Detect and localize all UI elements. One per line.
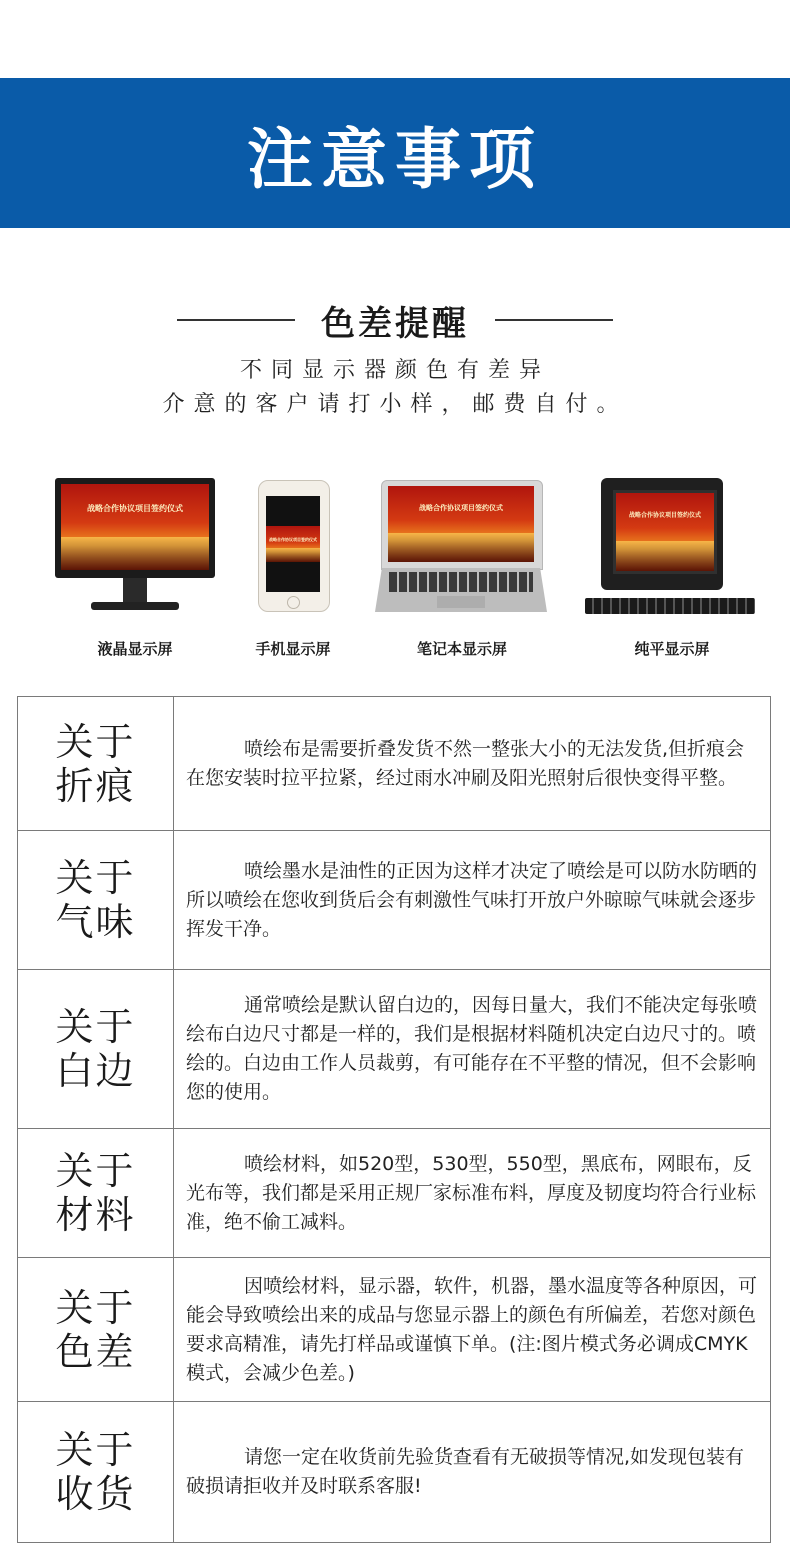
phone-icon <box>258 480 328 620</box>
section-title: 色差提醒 <box>321 303 469 344</box>
note-label <box>18 697 174 830</box>
note-label-line2: 收货 <box>55 1472 136 1516</box>
note-row-material <box>18 1129 770 1258</box>
note-label-line2: 材料 <box>55 1193 136 1237</box>
crt-monitor-icon <box>585 478 755 623</box>
note-text: 因喷绘材料，显示器，软件，机器，墨水温度等各种原因，可能会导致喷绘出来的成品与您显示器上的颜色有所偏差，若您对颜色要求高精准，请先打样品或谨慎下单。(注:图片模式务必调成CMYK模式，会减少色差。) <box>186 1274 758 1384</box>
note-label <box>18 970 174 1128</box>
laptop-screen-text: 战略合作协议项目签约仪式 <box>419 503 503 512</box>
note-label-line1: 关于 <box>55 719 136 764</box>
note-text: 喷绘布是需要折叠发货不然一整张大小的无法发货,但折痕会在您安装时拉平拉紧，经过雨水冲刷及阳光照射后很快变得平整。 <box>186 737 745 789</box>
lcd-screen-text: 战略合作协议项目签约仪式 <box>87 503 183 513</box>
note-label-line1: 关于 <box>55 1428 136 1472</box>
section-heading <box>0 290 790 350</box>
crt-screen-text: 战略合作协议项目签约仪式 <box>628 512 701 520</box>
phone-label: 手机显示屏 <box>255 640 331 658</box>
note-row-border <box>18 970 770 1129</box>
color-note-line2: 介意的客户请打小样，邮费自付。 <box>162 392 628 417</box>
note-label <box>18 1129 174 1257</box>
note-text-cell <box>174 1402 770 1542</box>
note-label <box>18 1258 174 1401</box>
note-label-line2: 色差 <box>55 1329 136 1374</box>
color-note-line1: 不同显示器颜色有差异 <box>239 358 550 383</box>
note-label-line2: 折痕 <box>55 763 136 808</box>
note-label-line1: 关于 <box>55 1149 136 1193</box>
note-text-cell <box>174 1258 770 1401</box>
laptop-icon <box>375 480 550 620</box>
lcd-monitor-icon <box>55 478 215 628</box>
note-label-line2: 气味 <box>55 900 136 944</box>
note-text-cell <box>174 970 770 1128</box>
note-label-line1: 关于 <box>55 1285 136 1330</box>
display-illustration <box>30 458 770 678</box>
note-text-cell <box>174 1129 770 1257</box>
note-label-line1: 关于 <box>55 856 136 900</box>
note-row-receipt <box>18 1402 770 1542</box>
note-label-line2: 白边 <box>55 1049 136 1093</box>
note-row-crease <box>18 697 770 831</box>
lcd-label: 液晶显示屏 <box>97 640 173 658</box>
crt-label: 纯平显示屏 <box>634 640 710 658</box>
note-label <box>18 831 174 969</box>
note-text-cell <box>174 697 770 830</box>
page-title: 注意事项 <box>247 120 543 198</box>
note-text: 喷绘墨水是油性的正因为这样才决定了喷绘是可以防水防晒的所以喷绘在您收到货后会有刺激性气味打开放户外晾晾气味就会逐步挥发干净。 <box>186 859 758 940</box>
note-text: 喷绘材料，如520型，530型，550型，黑底布，网眼布，反光布等，我们都是采用正规厂家标准布料，厚度及韧度均符合行业标准，绝不偷工减料。 <box>186 1152 757 1233</box>
notes-table <box>17 696 771 1543</box>
note-text: 请您一定在收货前先验货查看有无破损等情况,如发现包装有破损请拒收并及时联系客服! <box>186 1446 745 1497</box>
laptop-label: 笔记本显示屏 <box>416 640 507 658</box>
note-label-line1: 关于 <box>55 1005 136 1049</box>
note-row-smell <box>18 831 770 970</box>
note-text-cell <box>174 831 770 969</box>
phone-screen-text: 战略合作协议项目签约仪式 <box>269 536 317 542</box>
divider-left <box>177 319 295 321</box>
note-label <box>18 1402 174 1542</box>
title-banner <box>0 78 790 228</box>
note-row-color-diff <box>18 1258 770 1402</box>
divider-right <box>495 319 613 321</box>
note-text: 通常喷绘是默认留白边的，因每日量大，我们不能决定每张喷绘布白边尺寸都是一样的，我们是根据材料随机决定白边尺寸的。喷绘的。白边由工作人员裁剪，有可能存在不平整的情况，但不会影响您的使用。 <box>186 994 758 1103</box>
